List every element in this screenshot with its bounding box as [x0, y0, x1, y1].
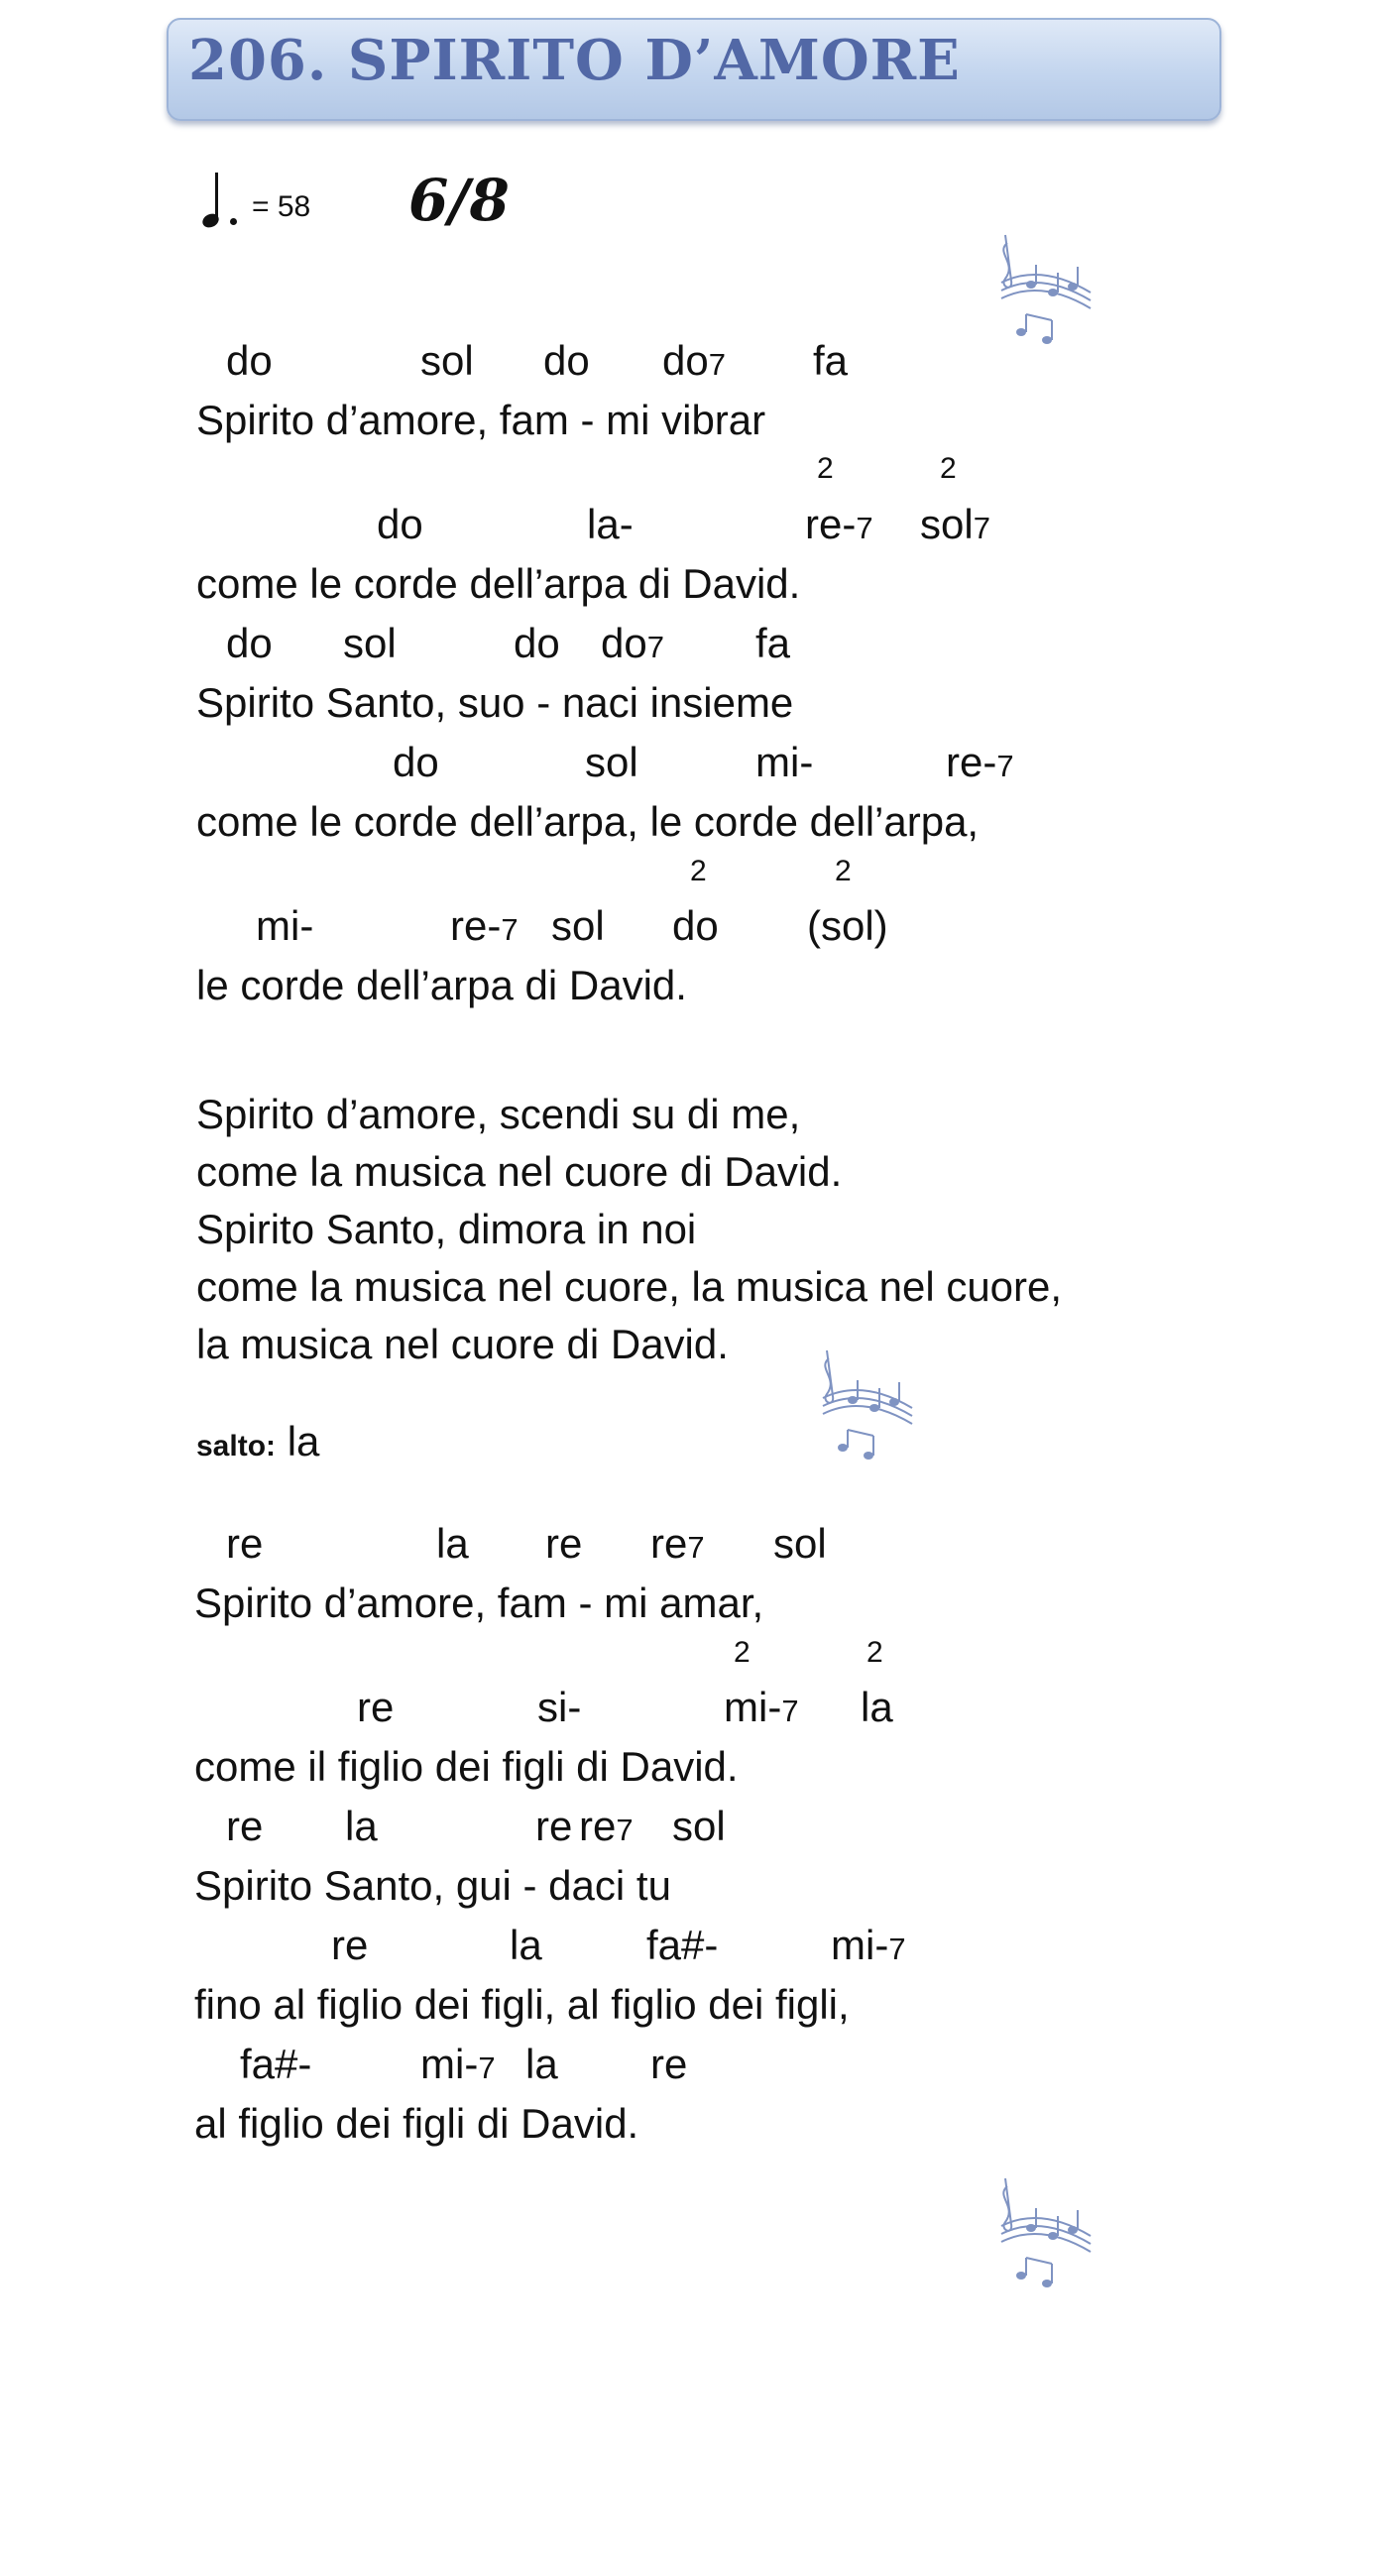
lyric: Spirito Santo, suo - naci insieme: [196, 679, 794, 726]
chord: do: [393, 739, 439, 785]
chord: mi-7: [420, 2041, 496, 2087]
chord: fa#-: [646, 1922, 719, 1968]
chord: fa: [755, 620, 791, 666]
lyric-line: [0, 1206, 1386, 1255]
chord: mi-7: [831, 1922, 906, 1968]
music-notes-icon: [991, 223, 1100, 362]
chord-superscript: 2: [866, 1636, 883, 1669]
chord: re: [545, 1520, 583, 1567]
chord-superscript: 2: [817, 452, 834, 485]
chord: re7: [650, 1520, 705, 1567]
chord: la-: [587, 501, 634, 547]
lyric: come le corde dell’arpa, le corde dell’arpa,: [196, 798, 980, 845]
chord: sol: [672, 1803, 726, 1849]
lyric: le corde dell’arpa di David.: [196, 962, 687, 1008]
chord: la: [525, 2041, 558, 2087]
chord-line: [0, 1803, 1386, 1852]
lyric-line: [0, 1743, 1386, 1793]
chord: sol: [551, 902, 605, 949]
chord-line: [0, 1922, 1386, 1971]
chord: la: [861, 1684, 893, 1730]
chord-line: [0, 337, 1386, 387]
chord: do: [672, 902, 719, 949]
lyric: Spirito Santo, gui - daci tu: [194, 1862, 671, 1909]
lyric: Spirito d’amore, fam - mi vibrar: [196, 397, 766, 443]
title-banner: [167, 18, 1221, 121]
chord: re-7: [450, 902, 519, 949]
chord: la: [345, 1803, 378, 1849]
superscript-line: [0, 452, 1386, 502]
music-notes-icon: [813, 1339, 922, 1477]
chord-line: [0, 1684, 1386, 1733]
chord: do: [543, 337, 590, 384]
tempo-value: = 58: [252, 190, 311, 223]
chord: sol: [420, 337, 474, 384]
chord: re-7: [946, 739, 1014, 785]
lyric: Spirito d’amore, fam - mi amar,: [194, 1580, 764, 1626]
salto: salto: la: [196, 1418, 320, 1464]
chord: do7: [662, 337, 726, 384]
chord-line: [0, 501, 1386, 550]
lyric-line: [0, 1580, 1386, 1629]
chord-line: [0, 2041, 1386, 2090]
chord-superscript: 2: [690, 855, 707, 887]
song-title: 206. SPIRITO D’AMORE: [188, 28, 961, 93]
lyric: al figlio dei figli di David.: [194, 2100, 639, 2147]
lyric-line: [0, 560, 1386, 610]
chord: do: [226, 620, 273, 666]
chord-line: [0, 620, 1386, 669]
lyric-line: [0, 1981, 1386, 2031]
chord: (sol): [807, 902, 888, 949]
chord: sol: [343, 620, 397, 666]
chord: do: [377, 501, 423, 547]
chord: fa: [813, 337, 849, 384]
lyric: come le corde dell’arpa di David.: [196, 560, 801, 607]
lyric: la musica nel cuore di David.: [196, 1321, 729, 1367]
chord-line: [0, 739, 1386, 788]
lyric-line: [0, 1148, 1386, 1198]
lyric: Spirito Santo, dimora in noi: [196, 1206, 697, 1252]
lyric-line: [0, 1091, 1386, 1140]
lyric: come la musica nel cuore, la musica nel cuore,: [196, 1263, 1063, 1310]
lyric-line: [0, 1862, 1386, 1912]
lyric-line: [0, 1321, 1386, 1370]
chord: la: [510, 1922, 542, 1968]
superscript-line: [0, 1636, 1386, 1686]
chord: re: [357, 1684, 395, 1730]
chord: mi-7: [724, 1684, 799, 1730]
chord: sol: [773, 1520, 827, 1567]
chord: mi-: [256, 902, 314, 949]
chord: re-7: [805, 501, 873, 547]
lyric-line: [0, 1263, 1386, 1313]
chord-line: [0, 1520, 1386, 1570]
chord: re: [650, 2041, 688, 2087]
chord: do: [226, 337, 273, 384]
music-notes-icon: [991, 2166, 1100, 2305]
chord: fa#-: [240, 2041, 312, 2087]
lyric-line: [0, 397, 1386, 446]
salto-line: [0, 1418, 1386, 1467]
superscript-line: [0, 855, 1386, 904]
chord-superscript: 2: [734, 1636, 751, 1669]
chord-line: [0, 902, 1386, 952]
chord: re: [226, 1803, 264, 1849]
lyric: fino al figlio dei figli, al figlio dei figli,: [194, 1981, 850, 2028]
lyric: Spirito d’amore, scendi su di me,: [196, 1091, 801, 1137]
chord: la: [436, 1520, 469, 1567]
chord-superscript: 2: [940, 452, 957, 485]
chord: sol7: [920, 501, 990, 547]
lyric: come il figlio dei figli di David.: [194, 1743, 739, 1790]
chord: re: [331, 1922, 369, 1968]
lyric: come la musica nel cuore di David.: [196, 1148, 843, 1195]
chord: re: [535, 1803, 573, 1849]
chord: si-: [537, 1684, 582, 1730]
lyric-line: [0, 679, 1386, 729]
chord: do: [514, 620, 560, 666]
time-signature: 6/8: [408, 167, 510, 234]
lyric-line: [0, 962, 1386, 1011]
chord: mi-: [755, 739, 814, 785]
chord: sol: [585, 739, 638, 785]
lyric-line: [0, 2100, 1386, 2150]
chord: re: [226, 1520, 264, 1567]
chord: do7: [601, 620, 664, 666]
chord-superscript: 2: [835, 855, 852, 887]
chord: re7: [579, 1803, 634, 1849]
lyric-line: [0, 798, 1386, 848]
